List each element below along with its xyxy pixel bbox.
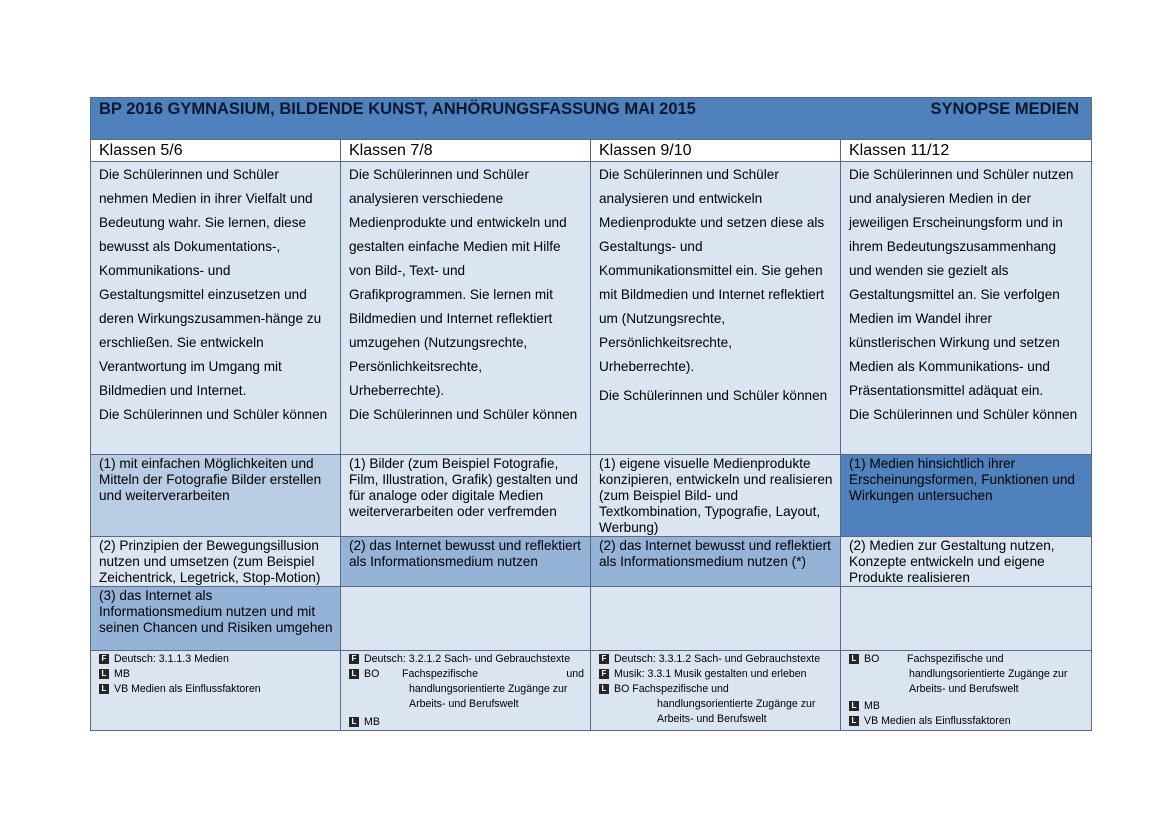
grade-heading: Klassen 11/12 <box>841 140 1092 162</box>
reference-text: und <box>566 668 584 680</box>
subject-link-icon: F <box>349 654 359 664</box>
guideline-icon: L <box>849 701 859 711</box>
intro-line: Bildmedien und Internet. <box>99 383 247 398</box>
references-row <box>91 651 1092 731</box>
reference-code: BO <box>364 668 380 680</box>
intro-line: analysieren und entwickeln <box>599 191 763 206</box>
intro-row <box>91 162 1092 455</box>
intro-line: Urheberrechte). <box>349 383 445 398</box>
guideline-icon: L <box>99 669 109 679</box>
document-title: BP 2016 GYMNASIUM, BILDENDE KUNST, ANHÖRUNGSFASSUNG MAI 2015 <box>99 100 696 118</box>
competence-cell-empty <box>841 587 1092 651</box>
intro-line: Persönlichkeitsrechte, <box>599 335 732 350</box>
intro-line: Kommunikationsmittel ein. Sie gehen <box>599 263 823 278</box>
competence-cell-empty <box>591 587 841 651</box>
header-cell <box>91 98 1092 140</box>
intro-line: von Bild-, Text- und <box>349 263 466 278</box>
intro-line: Die Schülerinnen und Schüler nutzen <box>849 167 1074 182</box>
intro-line: ihrem Bedeutungszusammenhang <box>849 239 1057 254</box>
intro-closing: Die Schülerinnen und Schüler können <box>599 388 828 403</box>
intro-cell <box>341 162 591 455</box>
intro-line: Gestaltungsmittel einzusetzen und <box>99 287 307 302</box>
subject-link-icon: F <box>99 654 109 664</box>
intro-line: Bedeutung wahr. Sie lernen, diese <box>99 215 307 230</box>
grade-heading-row <box>91 140 1092 162</box>
competence-cell: (2) Medien zur Gestaltung nutzen, Konzepte entwickeln und eigene Produkte realisieren <box>841 537 1092 587</box>
grade-heading: Klassen 7/8 <box>341 140 591 162</box>
synopsis-label: SYNOPSE MEDIEN <box>930 100 1080 118</box>
grade-heading: Klassen 9/10 <box>591 140 841 162</box>
reference-text: Arbeits- und Berufswelt <box>409 698 519 710</box>
intro-line: Präsentationsmittel adäquat ein. <box>849 383 1044 398</box>
competence-cell: (2) das Internet bewusst und reflektiert als Informationsmedium nutzen <box>341 537 591 587</box>
reference-text: MB <box>864 700 880 712</box>
intro-line: gestalten einfache Medien mit Hilfe <box>349 239 561 254</box>
subject-link-icon: F <box>599 669 609 679</box>
intro-line: Die Schülerinnen und Schüler <box>349 167 529 182</box>
competence-cell: (1) Bilder (zum Beispiel Fotografie, Film, Illustration, Grafik) gestalten und für analoge oder digitale Medien weiterverarbeiten oder verfremden <box>341 455 591 537</box>
intro-line: Bildmedien und Internet reflektiert <box>349 311 553 326</box>
reference-text: Arbeits- und Berufswelt <box>909 683 1019 695</box>
guideline-icon: L <box>849 654 859 664</box>
intro-line: mit Bildmedien und Internet reflektiert <box>599 287 825 302</box>
intro-line: bewusst als Dokumentations-, <box>99 239 281 254</box>
intro-line: Persönlichkeitsrechte, <box>349 359 482 374</box>
reference-text: Deutsch: 3.3.1.2 Sach- und Gebrauchstexte <box>614 653 821 665</box>
intro-line: erschließen. Sie entwickeln <box>99 335 264 350</box>
reference-text: Arbeits- und Berufswelt <box>657 713 767 725</box>
reference-code: BO <box>864 653 880 665</box>
intro-line: deren Wirkungszusammen-hänge zu <box>99 311 322 326</box>
competence-cell: (2) das Internet bewusst und reflektiert als Informationsmedium nutzen (*) <box>591 537 841 587</box>
reference-text: VB Medien als Einflussfaktoren <box>864 715 1011 727</box>
competence-cell: (1) Medien hinsichtlich ihrer Erscheinungsformen, Funktionen und Wirkungen untersuchen <box>841 455 1092 537</box>
intro-closing: Die Schülerinnen und Schüler können <box>99 407 328 422</box>
references-cell <box>591 651 841 731</box>
header-row <box>91 98 1092 140</box>
competence-row-1 <box>91 455 1092 537</box>
competence-cell: (3) das Internet als Informationsmedium nutzen und mit seinen Chancen und Risiken umgehen <box>91 587 341 651</box>
reference-text: handlungsorientierte Zugänge zur <box>409 683 568 695</box>
reference-text: Fachspezifische und <box>907 653 1004 665</box>
reference-text: Musik: 3.3.1 Musik gestalten und erleben <box>614 668 807 680</box>
intro-cell <box>841 162 1092 455</box>
intro-line: Medien als Kommunikations- und <box>849 359 1050 374</box>
intro-line: Kommunikations- und <box>99 263 231 278</box>
competence-row-3 <box>91 587 1092 651</box>
competence-cell: (1) mit einfachen Möglichkeiten und Mitteln der Fotografie Bilder erstellen und weiterverarbeiten <box>91 455 341 537</box>
intro-line: umzugehen (Nutzungsrechte, <box>349 335 528 350</box>
reference-text: VB Medien als Einflussfaktoren <box>114 683 261 695</box>
guideline-icon: L <box>599 684 609 694</box>
references-cell <box>91 651 341 731</box>
intro-line: Medien im Wandel ihrer <box>849 311 993 326</box>
reference-text: Fachspezifische <box>402 668 478 680</box>
reference-text: handlungsorientierte Zugänge zur <box>657 698 816 710</box>
reference-text: MB <box>364 716 380 728</box>
grade-heading: Klassen 5/6 <box>91 140 341 162</box>
guideline-icon: L <box>349 717 359 727</box>
reference-text: Deutsch: 3.1.1.3 Medien <box>114 653 229 665</box>
intro-line: künstlerischen Wirkung und setzen <box>849 335 1060 350</box>
subject-link-icon: F <box>599 654 609 664</box>
intro-line: analysieren verschiedene <box>349 191 504 206</box>
guideline-icon: L <box>849 716 859 726</box>
intro-line: Medienprodukte und setzen diese als <box>599 215 825 230</box>
intro-line: Gestaltungs- und <box>599 239 703 254</box>
competence-cell: (2) Prinzipien der Bewegungsillusion nutzen und umsetzen (zum Beispiel Zeichentrick, Legetrick, Stop-Motion) <box>91 537 341 587</box>
intro-line: um (Nutzungsrechte, <box>599 311 726 326</box>
synopsis-table <box>90 97 1091 731</box>
reference-text: Deutsch: 3.2.1.2 Sach- und Gebrauchstexte <box>364 653 571 665</box>
intro-line: Verantwortung im Umgang mit <box>99 359 282 374</box>
intro-line: nehmen Medien in ihrer Vielfalt und <box>99 191 313 206</box>
references-cell <box>841 651 1092 731</box>
reference-text: BO Fachspezifische und <box>614 683 729 695</box>
competence-row-2 <box>91 537 1092 587</box>
intro-closing: Die Schülerinnen und Schüler können <box>849 407 1078 422</box>
intro-cell <box>91 162 341 455</box>
intro-line: jeweiligen Erscheinungsform und in <box>849 215 1063 230</box>
references-cell <box>341 651 591 731</box>
competence-cell: (1) eigene visuelle Medienprodukte konzipieren, entwickeln und realisieren (zum Beispiel Bild- und Textkombination, Typografie, Layout, Werbung) <box>591 455 841 537</box>
guideline-icon: L <box>99 684 109 694</box>
intro-closing: Die Schülerinnen und Schüler können <box>349 407 578 422</box>
intro-line: Medienprodukte und entwickeln und <box>349 215 567 230</box>
guideline-icon: L <box>349 669 359 679</box>
competence-cell-empty <box>341 587 591 651</box>
intro-line: Die Schülerinnen und Schüler <box>599 167 779 182</box>
intro-line: Urheberrechte). <box>599 359 695 374</box>
intro-line: und analysieren Medien in der <box>849 191 1032 206</box>
reference-text: MB <box>114 668 130 680</box>
intro-line: und wenden sie gezielt als <box>849 263 1009 278</box>
intro-line: Grafikprogrammen. Sie lernen mit <box>349 287 553 302</box>
intro-line: Gestaltungsmittel an. Sie verfolgen <box>849 287 1060 302</box>
intro-cell <box>591 162 841 455</box>
reference-text: handlungsorientierte Zugänge zur <box>909 668 1068 680</box>
intro-line: Die Schülerinnen und Schüler <box>99 167 279 182</box>
